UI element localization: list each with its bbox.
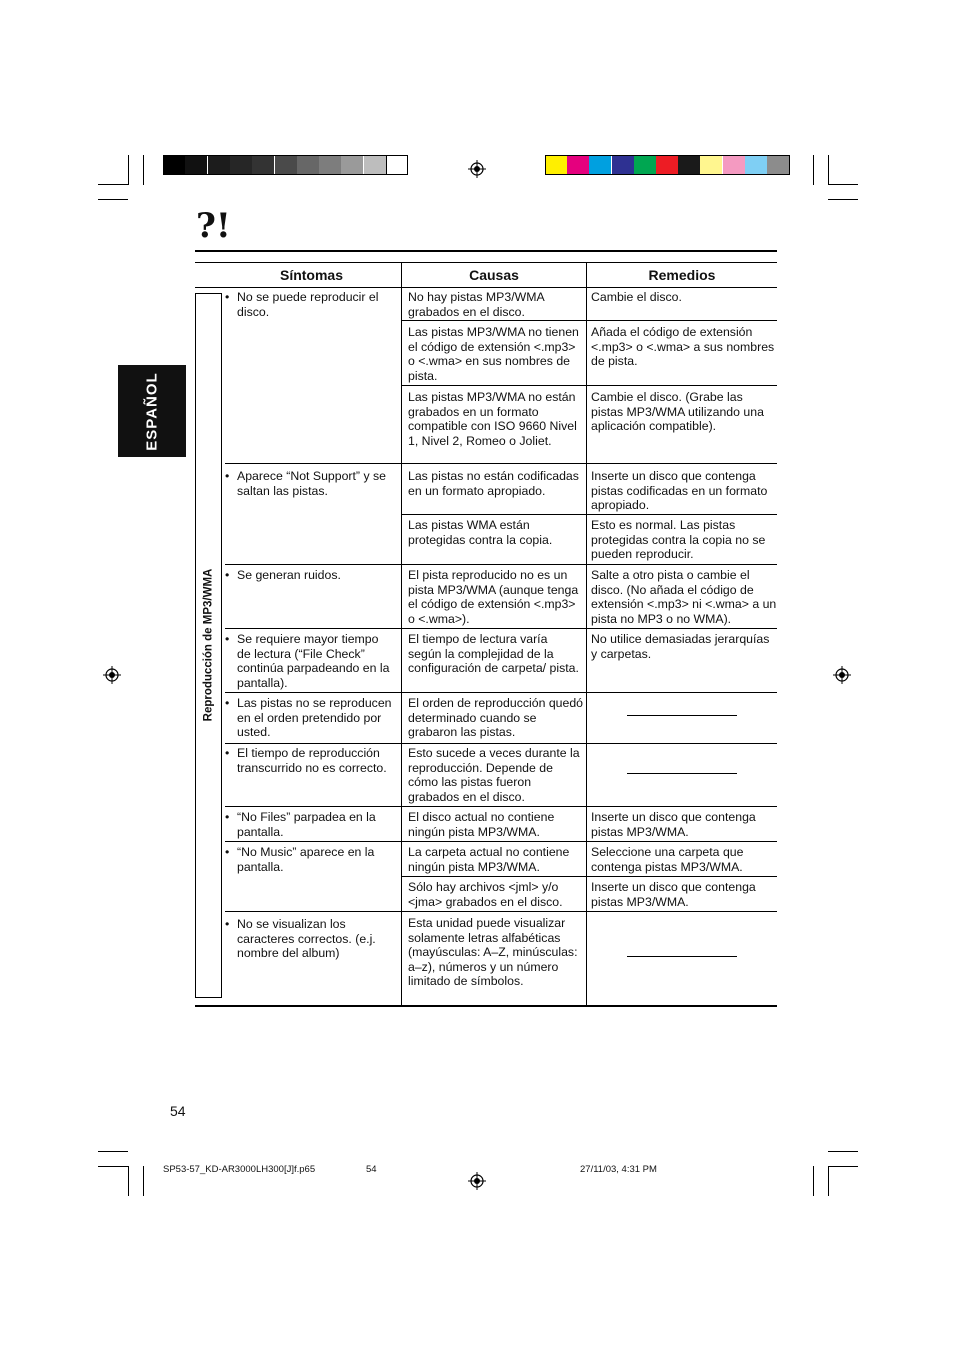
- language-tab: [118, 365, 186, 457]
- symptom-cell: • El tiempo de reproducción transcurrido no es correcto.: [225, 746, 395, 775]
- section-label: [196, 293, 221, 997]
- bar-frame: [163, 155, 408, 175]
- registration-mark-icon: [103, 666, 121, 684]
- symptom-cell: • Se generan ruidos.: [225, 568, 395, 583]
- footer-date: 27/11/03, 4:31 PM: [580, 1164, 657, 1175]
- cause-cell: Las pistas no están codificadas en un formato apropiado.: [408, 469, 579, 498]
- remedy-cell: Esto es normal. Las pistas protegidas contra la copia no se pueden reproducir.: [591, 518, 766, 562]
- column-header-remedies: Remedios: [648, 267, 716, 283]
- column-header-symptoms: Síntomas: [279, 267, 343, 283]
- no-remedy-dash: [627, 773, 737, 774]
- symptom-cell: • Se requiere mayor tiempo de lectura (“File Check” continúa parpadeando en la pantalla).: [225, 632, 395, 690]
- footer-page: 54: [366, 1164, 377, 1175]
- language-tab-label: ESPAÑOL: [143, 371, 161, 451]
- symptom-cell: • Aparece “Not Support” y se saltan las pistas.: [225, 469, 395, 498]
- column-header-causes: Causas: [469, 267, 519, 283]
- remedy-cell: Inserte un disco que contenga pistas codificadas en un formato apropiado.: [591, 469, 768, 513]
- remedy-cell: Añada el código de extensión <.mp3> o <.wma> a sus nombres de pista.: [591, 325, 775, 369]
- symptom-cell: • Las pistas no se reproducen en el orden pretendido por usted.: [225, 696, 395, 740]
- cause-cell: El orden de reproducción quedó determinado cuando se grabaron las pistas.: [408, 696, 584, 740]
- no-remedy-dash: [627, 956, 737, 957]
- cause-cell: Sólo hay archivos <jml> y/o <jma> grabados en el disco.: [408, 880, 563, 909]
- remedy-cell: Inserte un disco que contenga pistas MP3/WMA.: [591, 880, 756, 909]
- cause-cell: El tiempo de lectura varía según la complejidad de la configuración de carpeta/ pista.: [408, 632, 579, 676]
- registration-mark-icon: [468, 1172, 486, 1190]
- symptom-cell: • “No Music” aparece en la pantalla.: [225, 845, 395, 874]
- remedy-cell: Salte a otro pista o cambie el disco. (No añada el código de extensión <.mp3> ni <.wma> a un pista no MP3 o no WMA).: [591, 568, 777, 626]
- remedy-cell: Cambie el disco.: [591, 290, 682, 304]
- cause-cell: Esta unidad puede visualizar solamente letras alfabéticas (mayúsculas: A–Z, minúsculas: a–z), números y un número limitado de símbolos.: [408, 916, 578, 989]
- cause-cell: La carpeta actual no contiene ningún pista MP3/WMA.: [408, 845, 570, 874]
- footer-filename: SP53-57_KD-AR3000LH300[J]f.p65: [163, 1164, 316, 1175]
- page-number: 54: [170, 1103, 186, 1119]
- symptom-cell: • No se visualizan los caracteres correctos. (e.j. nombre del album): [225, 917, 395, 961]
- cause-cell: No hay pistas MP3/WMA grabados en el disco.: [408, 290, 544, 319]
- remedy-cell: No utilice demasiadas jerarquías y carpetas.: [591, 632, 770, 661]
- cause-cell: Las pistas MP3/WMA no están grabados en un formato compatible con ISO 9660 Nivel 1, Nivel 2, Romeo o Joliet.: [408, 390, 577, 448]
- symptom-cell: • “No Files” parpadea en la pantalla.: [225, 810, 395, 839]
- no-remedy-dash: [627, 715, 737, 716]
- section-label-text: Reproducción de MP3/WMA: [202, 568, 215, 722]
- remedy-cell: Cambie el disco. (Grabe las pistas MP3/WMA utilizando una aplicación compatible).: [591, 390, 764, 434]
- cause-cell: Las pistas MP3/WMA no tienen el código de extensión <.mp3> o <.wma> en sus nombres de pista.: [408, 325, 579, 383]
- registration-mark-icon: [833, 666, 851, 684]
- cause-cell: Esto sucede a veces durante la reproducción. Depende de cómo las pistas fueron grabados en el disco.: [408, 746, 580, 804]
- cause-cell: El disco actual no contiene ningún pista MP3/WMA.: [408, 810, 555, 839]
- remedy-cell: Seleccione una carpeta que contenga pistas MP3/WMA.: [591, 845, 744, 874]
- symptom-cell: • No se puede reproducir el disco.: [225, 290, 395, 319]
- registration-mark-icon: [468, 160, 486, 178]
- remedy-cell: Inserte un disco que contenga pistas MP3/WMA.: [591, 810, 756, 839]
- cause-cell: El pista reproducido no es un pista MP3/WMA (aunque tenga el código de extensión <.mp3> o <.wma>).: [408, 568, 579, 626]
- bar-frame: [545, 155, 790, 175]
- troubleshooting-icon: ?!: [196, 206, 231, 246]
- cause-cell: Las pistas WMA están protegidas contra la copia.: [408, 518, 553, 547]
